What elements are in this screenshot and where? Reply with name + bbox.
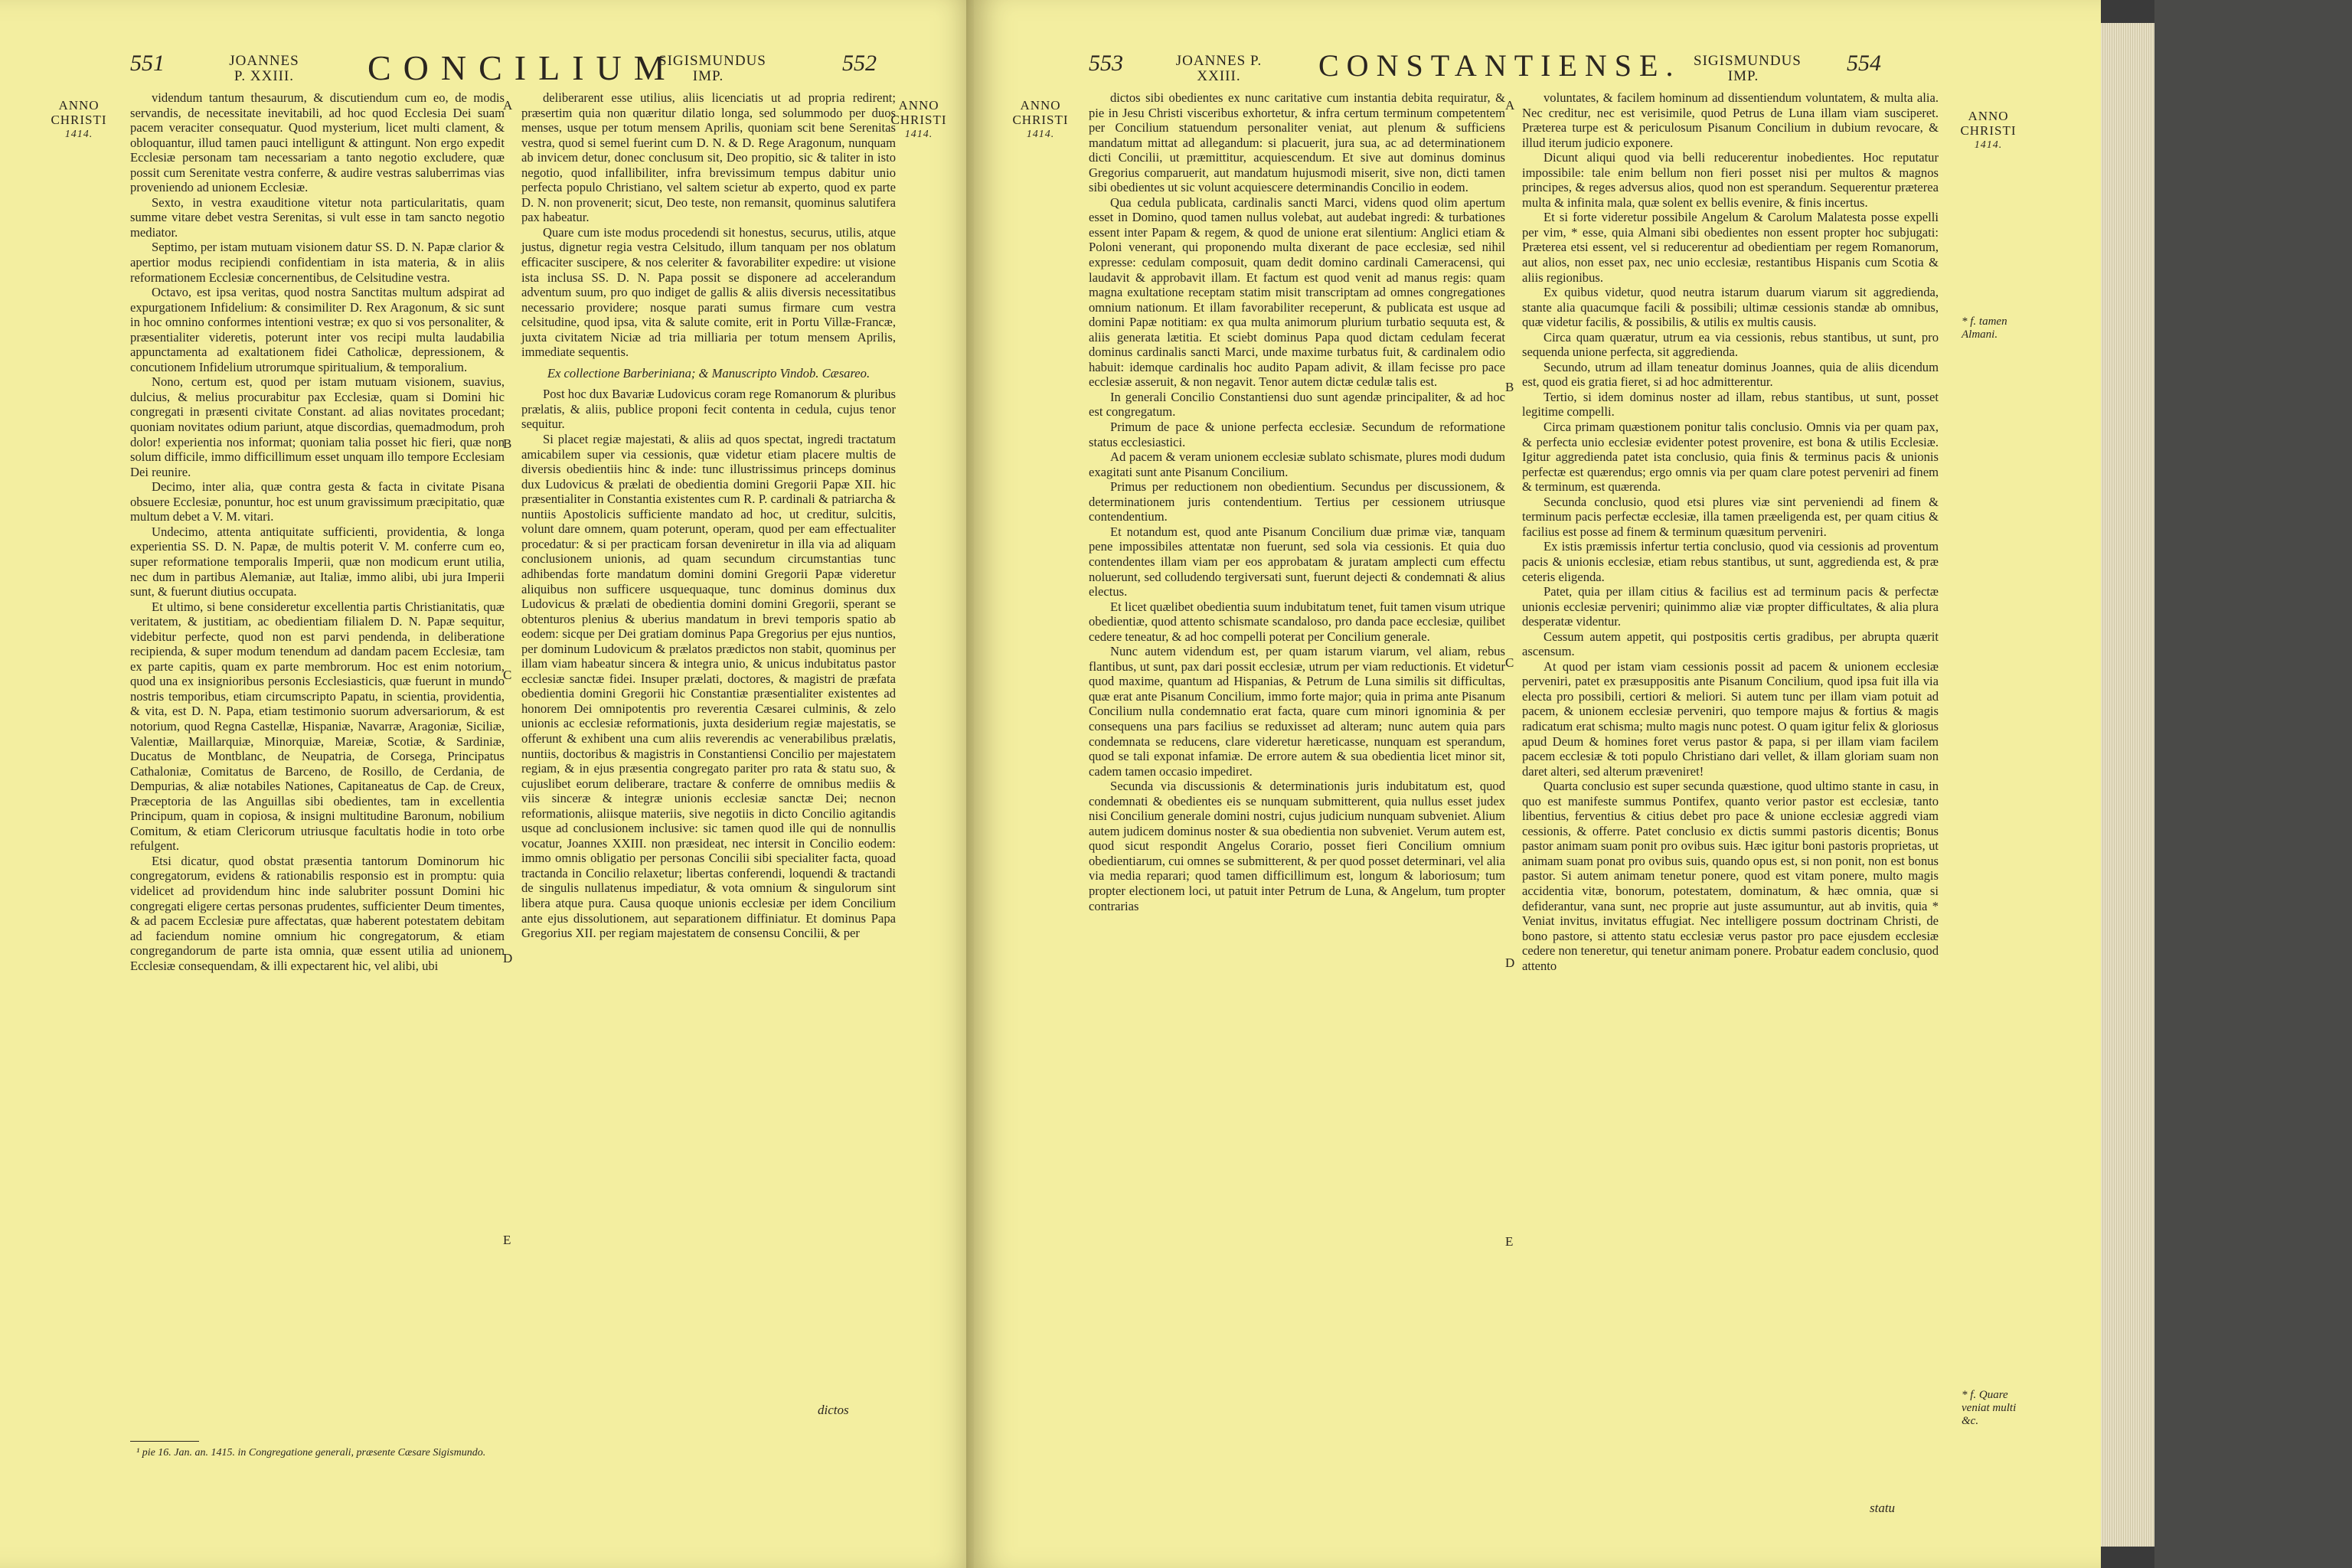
- catchword: statu: [1870, 1501, 1896, 1515]
- margin-year-right: [1954, 109, 2023, 152]
- paragraph: At quod per istam viam cessionis possit ad pacem & unionem ecclesiæ perveniri, patet ex præsuppositis ante Pisanum Concilium, quod ipsa fuit illa via electa pro possibili, certiori & meliori. Si autem tunc per illam viam potuit ad pacem, & unionem ecclesiæ perveniri, quo tempore majus & fortius & magis radicatum erat schisma; multo magis nunc potest. O quam igitur felix & gloriosus apud Deum & homines foret verus pastor & papa, si per illam viam facilem pacem ecclesiæ & toti populo Christiano dari vellet, & illam gloriam suam non daret alteri, sed alterum præveniret!: [1522, 658, 1939, 779]
- margin-year: 1414.: [64, 129, 93, 140]
- paragraph: Ex quibus videtur, quod neutra istarum duarum viarum sit aggredienda, stante alia quacumque facili & possibili; ultimæ cessionis standæ ab omnibus, quæ videtur facilis, & possibilis, & utilis ex multis causis.: [1522, 285, 1939, 330]
- section-letter: A: [503, 98, 513, 113]
- paragraph: Secunda conclusio, quod etsi plures viæ sint perveniendi ad finem & terminum pacis perfectæ ecclesiæ, illa tamen præeligenda est, per quam citius & facilius est posse ad finem & terminum quæsitum perveniri.: [1522, 494, 1939, 539]
- page-number-554: 554: [1847, 51, 1881, 76]
- paragraph: Undecimo, attenta antiquitate sufficienti, providentia, & longa experientia SS. D. N. Papæ, de multis poterit V. M. conferre cum eo, super reformatione temporalis Imperii, quæ non modicum erunt utilia, nec dum in partibus Alemaniæ, aut Italiæ, immo alibi, ubi jura Imperii sunt, & fuerunt diutius occupata.: [130, 524, 505, 599]
- margin-christi: CHRISTI: [890, 113, 947, 127]
- section-letter: E: [503, 1233, 511, 1247]
- header-pope: JOANNES P. XXIII.: [1175, 53, 1263, 84]
- paragraph: Ad pacem & veram unionem ecclesiæ sublato schismate, plures modi dudum exagitati sunt ante Pisanum Concilium.: [1089, 449, 1505, 479]
- section-letter: E: [1505, 1234, 1514, 1249]
- paragraph: dictos sibi obedientes ex nunc caritative cum instantia debita requiratur, & pie in Jesu Christi visceribus exhortetur, & infra certum terminum competentem per Concilium statuendum personaliter veniat, aut plenum & sufficiens mandatum mittat ad allegandum: si placuerit, jura sua, ac ad determinationem dicti Concilii, ut præmittitur, acquiescendum. Et sive aut dominus dominus Gregorius comparuerit, aut mandatum hujusmodi miserit, sive non, dicti tamen sibi obedientes ut sic volunt acquiescere determinandis Concilio in eodem.: [1089, 90, 1505, 195]
- page-number-553: 553: [1089, 51, 1123, 76]
- right-page: [974, 0, 2101, 1568]
- margin-year: 1414.: [1026, 129, 1055, 140]
- paragraph: Octavo, est ipsa veritas, quod nostra Sanctitas multum adspirat ad expurgationem Infidelium: & consimiliter D. Rex Aragonum, & sic sunt in hoc omnino conformes intentioni vestræ; ex quo si vos personaliter, & præsentialiter videretis, poterunt inter vos recipi multa laudabilia appunctamenta ad exaltationem fidei Catholicæ, depressionem, & concutionem Infidelium utrorumque spiritualium, & temporalium.: [130, 285, 505, 374]
- margin-year: 1414.: [1974, 139, 2003, 151]
- section-letter: D: [1505, 956, 1515, 970]
- margin-gloss: * f. Quare veniat multi &c.: [1962, 1389, 2017, 1427]
- paragraph: Quarta conclusio est super secunda quæstione, quod ultimo stante in casu, in quo est manifeste summus Pontifex, quanto verior pastor est ecclesiæ, tanto libentius, ferventius & citius debet pro pace & unione ecclesiæ aggredi viam cessionis, & offerre. Patet conclusio ex dictis summi pastoris dicentis; Bonus pastor animam suam ponit pro ovibus suis. Hæc igitur boni pastoris proprietas, ut animam suam ponat pro ovibus suis, quando opus est, si non ponit, non est bonus pastor. Si autem animam tenetur ponere, quod est vitam ponere, multo magis accidentia vitæ, bonorum, potestatem, dominatum, & hæc omnia, quæ si defiderantur, vana sunt, nec proprie aut juste assumuntur, aut ab invitis, quia * Veniat invitus, invitatus effugiat. Nec intelligere possum doctrinam Christi, de bono pastore, si attento statu ecclesiæ verus pastor pro pace ejusdem ecclesiæ cedere non teneretur, qui tenetur animam ponere. Probatur eadem conclusio, quod attento: [1522, 779, 1939, 973]
- header-title-constantiense: CONSTANTIENSE.: [1318, 48, 1681, 83]
- paragraph: Et ultimo, si bene consideretur excellentia partis Christianitatis, quæ veritatem, & justitiam, ac obedientiam filialem D. N. Papæ sequitur, videbitur perfecte, quod non est parvi pendenda, in deliberatione recipienda, & super modum tenendum ad dandam pacem Ecclesiæ, tam ex parte capitis, quam ex parte membrorum. Hoc est enim notorium, quod una ex insignioribus personis Ecclesiasticis, quæ fuerunt in mundo nostris temporibus, etiam circumscripto Papatu, in scientia, providentia, & vita, est D. N. Papa, etiam testimonio suorum adversariorum, & est notorium, quod Regna Castellæ, Hispaniæ, Navarræ, Aragoniæ, Siciliæ, Valentiæ, Maillarquiæ, Minorquiæ, Mareiæ, Scotiæ, & Sardiniæ, Ducatus de Montblanc, de Neupatria, de Corsega, Principatus Cathaloniæ, Comitatus de Barceno, de Rosillo, de Cerdania, de Dempurias, & aliæ notabiles Nationes, Capitaneatus de Cap. de Creux, Præceptoria de las Anguillas sibi obedientes, tam in excellentia Principum, quam in copiosa, & insigni multitudine Baronum, nobilium Comitum, & etiam Clericorum utriusque facultatis hodie in toto orbe refulgent.: [130, 599, 505, 854]
- paragraph: Sexto, in vestra exauditione vitetur nota particularitatis, quam summe vitare debet vestra Serenitas, si vult esse in tam sancto negotio mediator.: [130, 194, 505, 240]
- paragraph: Decimo, inter alia, quæ contra gesta & facta in civitate Pisana obsuere Ecclesiæ, ponuntur, hoc est unum gravissimum præcipitatio, quæ multum debet a V. M. vitari.: [130, 479, 505, 524]
- section-letter: B: [1505, 380, 1514, 394]
- section-letter: B: [503, 436, 512, 451]
- footnote: ¹ pie 16. Jan. an. 1415. in Congregatione generali, præsente Cæsare Sigismundo.: [136, 1447, 486, 1459]
- paragraph: Circa primam quæstionem ponitur talis conclusio. Omnis via per quam pax, & perfecta unio ecclesiæ evidenter potest provenire, est bona & utilis Ecclesiæ. Igitur aggredienda patet ista conclusio, quia finis & terminus pacis & unionis perfectæ est quærendus; ergo omnis via per quam clare potest perveniri ad finem & terminum, est quærenda.: [1522, 420, 1939, 495]
- catchword: dictos: [818, 1403, 849, 1417]
- margin-anno: ANNO: [1968, 109, 2009, 123]
- source-citation: Ex collectione Barberiniana; & Manuscripto Vindob. Cæsareo.: [547, 365, 871, 381]
- section-letter: C: [1505, 655, 1514, 670]
- paragraph: Cessum autem appetit, qui postpositis certis gradibus, per abrupta quærit ascensum.: [1522, 629, 1939, 659]
- paragraph: Nunc autem videndum est, per quam istarum viarum, vel aliam, rebus flantibus, ut sunt, pax dari possit ecclesiæ, utrum per viam reductionis. Et videtur quod maxime, quantum ad Hispanias, & Petrum de Luna similis sit difficultas, quæ erat ante Pisanum Concilium, immo forte major; quia in prima ante Pisanum Concilium nulla condemnatio erat facta, quare cum minori ignominia & per consequens una pars facilius se reduxisset ad alteram; nunc autem quia pars condemnata se reducens, clare videretur hæreticasse, nunquam est sperandum, quod se tali exponat infamiæ. De errore autem & sua obedientia licet minor sit, cadem tamen occasio impediret.: [1089, 644, 1505, 779]
- paragraph: Et licet quælibet obedientia suum indubitatum tenet, fuit tamen visum utrique obedientiæ, quod attento schismate scandaloso, pro danda pace ecclesiæ, quilibet cedere teneatur, & ad hoc compelli poterat per Concilium generale.: [1089, 599, 1505, 644]
- footnote-rule: [130, 1441, 199, 1442]
- right-page-column-2: [1522, 90, 1939, 973]
- paragraph: Secunda via discussionis & determinationis juris indubitatum est, quod condemnati & obedientes eis se nunquam submitterent, quia nullus esset judex nisi Concilium generale domini nostri, cujus judicium nunquam subveniet. Alium autem judicem dominus noster & sua obedientia non subveniet. Verum autem est, quod sicut respondit Angelus Corario, posset fieri Concilium omnium obedientiarum, cui omnes se submitterent, & per quod posset determinari, vel alia via media reparari; quod tamen difficillimum est, longum & laboriosum; tum propter electionem loci, ut patuit inter Petrum de Luna, & Angelum, tum propter contrarias: [1089, 779, 1505, 913]
- margin-year: 1414.: [904, 129, 933, 140]
- section-letter: D: [503, 951, 513, 965]
- header-emperor: SIGISMUNDUS IMP.: [658, 53, 766, 84]
- paragraph: voluntates, & facilem hominum ad dissentiendum voluntatem, & multa alia. Nec creditur, nec est verisimile, quod Petrus de Luna illam viam susciperet. Præterea turpe est & periculosum Pisanum Concilium in dubium revocare, & illud iterum judicio exponere.: [1522, 90, 1939, 150]
- paragraph: Nono, certum est, quod per istam mutuam visionem, suavius, dulcius, & melius procurabitur pax Ecclesiæ, quam si Domini hic congregati in præsenti civitate Constant. ad alias novitates procedant; quoniam novitates odium pariunt, atque discordias, quemadmodum, proh dolor! experientia nos informat; quoniam talia posset hic fieri, quæ non solum difficile, immo difficillimum esset unquam illo tempore Ecclesiam Dei reunire.: [130, 374, 505, 479]
- paragraph: Et si forte videretur possibile Angelum & Carolum Malatesta posse expelli per vim, * esse, quia Almani sibi obedientes non essent propter hoc subjugati: Præterea etsi essent, vel si reducerentur ad obedientiam per regem Romanorum, aut alios, non esset pax, nec unio ecclesiæ, restantibus Hispanis cum Scotia & aliis regionibus.: [1522, 210, 1939, 285]
- right-page-columns: [1089, 90, 1939, 973]
- header-emperor: SIGISMUNDUS IMP.: [1694, 53, 1802, 84]
- header-pope: JOANNES P. XXIII.: [229, 53, 299, 84]
- paragraph: Septimo, per istam mutuam visionem datur SS. D. N. Papæ clarior & apertior modus recipiendi confidentiam in ista materia, & in aliis reformationem Ecclesiæ concernentibus, de Celsitudine vestra.: [130, 240, 505, 285]
- paragraph: Post hoc dux Bavariæ Ludovicus coram rege Romanorum & pluribus prælatis, & aliis, publice proponi fecit contenta in cedula, cujus tenor sequitur.: [521, 387, 896, 432]
- paragraph: Et notandum est, quod ante Pisanum Concilium duæ primæ viæ, tanquam pene impossibiles attentatæ non fuerunt, sed sola via cessionis. Et quia duo contendentes illam viam per eos approbatam & juratam amplecti cum effectu noluerunt, sed colludendo tergiversati sunt, fuerunt dejecti & condemnati & alius electus.: [1089, 524, 1505, 599]
- left-page-column-2: [521, 90, 896, 973]
- margin-anno: ANNO: [1020, 98, 1061, 113]
- page-number-551: 551: [130, 51, 165, 76]
- paragraph: Qua cedula publicata, cardinalis sancti Marci, videns quod olim apertum esset in Domino, quod tamen nullus volebat, aut audebat ingredi: & turbationes essent inter Papam & regem, & quod de unione erat silentium: Anglici etiam & Poloni venerant, qui proponendo multa dixerant de pace ecclesiæ, sed nihil expresse: cedulam composuit, quam dedit domino cardinali Cameracensi, qui laudavit & approbavit illam. Et factum est quod venit ad manus regis: quam magna exultatione receptam statim misit transcriptam ad omnes congregationes omnium nationum. Et illam favorabiliter receperunt, & publicata est usque ad domini Papæ notitiam: ex qua multa animorum plurium turbatio sequuta est, & aliis generata lætitia. Et sciebt dominus Papa quod dictam cedulam fecerat dominus cardinalis sancti Marci, unde maxime turbatus fuit, & cardinalem odio habuit: idemque cardinalis hoc audito Papam adivit, & illam fecisse pro pace ecclesiæ asseruit, & non negavit. Tenor autem dictæ cedulæ talis est.: [1089, 194, 1505, 390]
- paragraph: Ex istis præmissis infertur tertia conclusio, quod via cessionis ad proventum pacis & unionis ecclesiæ, etiam rebus stantibus, ut sunt, aggredienda est, & præ ceteris eligenda.: [1522, 539, 1939, 584]
- paragraph: Dicunt aliqui quod via belli reducerentur inobedientes. Hoc reputatur impossibile: tale enim bellum non fieri posset nisi per multos & magnos principes, & reges adversus alios, quod non est sperandum. Sequerentur præterea multa & infinita mala, quæ solent ex bellis evenire, & finis incertus.: [1522, 150, 1939, 210]
- margin-christi: CHRISTI: [51, 113, 107, 127]
- margin-year-left: [44, 98, 113, 142]
- paragraph: Si placet regiæ majestati, & aliis ad quos spectat, ingredi tractatum amicabilem super via cessionis, quæ videtur etiam placere multis de diversis obedientiis hinc & inde: tunc illustrissimus princeps dominus dux Ludovicus & prælati de obedientia domini Gregorii Papæ XII. hic præsentialiter in Constantia existentes cum R. P. cardinali & patriarcha & nuntiis Apostolicis sufficiente mandato ad hoc, ut creditur, sulcitis, volunt dare omnem, quam poterunt, operam, quod per eam effectualiter procedatur: & si per practicam forsan deveniretur in illa via ad aliquam conclusionem unionis, ad quam secundum circumstantias tunc adhibendas forte mandatum domini domini Gregorii Papæ videretur aliquibus non sufficere usquequaque, tunc dominus dominus dux Ludovicus & prælati de obedientia domini domini Gregorii, sperant se obtenturos plenius & uberius mandatum in brevi temporis spatio ab eodem: sicque per Dei gratiam dominus Papa Gregorius per ejus nuntios, per dominum Ludovicum & prælatos prædictos non stabit, quominus per illam viam habeatur sincera & integra unio, & unicus indubitatus pastor ecclesiæ sanctæ fidei. Insuper prælati, doctores, & magistri de præfata obedientia domini Gregorii hic Constantiæ præsentialiter existentes ad honorem Dei omnipotentis pro reverentia Cæsarei culminis, & zelo unionis ac ecclesiæ reformationis, juxta desiderium regiæ majestatis, se offerunt & exhibent una cum aliis reverendis ac venerabilibus prælatis, nuntiis, doctoribus & magistris in Constantiensi Concilio per majestatem regiam, & in ejus præsentia congregato pariter pro rata & statu suo, & cujuslibet eorum deliberare, tractare & conferre de omnibus mediis & viis sinceræ & integræ unionis ecclesiæ sanctæ Dei; necnon reformationis, aliisque materiis, sive negotiis in dicto Concilio agitandis usque ad conclusionem inclusive: sic tamen quod ille qui de nonnullis vocatur, Joannes XXIII. non præsideat, nec intersit in Concilio eodem: immo omnis obligatio per personas Concilii sibi specialiter facta, quoad tractanda in Concilio relaxetur; libertas conferendi, loquendi & tractandi de singulis nullatenus impediatur, & vota omnium & singulorum sint libera atque pura. Causa quoque unionis ecclesiæ per idem Concilium ante ejus dissolutionem, aut separationem diffiniatur. Et dominus Papa Gregorius XII. per regiam majestatem de consensu Concilii, & per: [521, 432, 896, 941]
- paragraph: Etsi dicatur, quod obstat præsentia tantorum Dominorum hic congregatorum, evidens & rationabilis responsio est in promptu: quia videlicet ad providendum hinc inde salubriter possunt Domini hic congregati eligere certas personas prudentes, sufficienter Deum timentes, & ad pacem Ecclesiæ pure affectatas, quæ haberent potestatem debitam ad faciendum nomine omnium hic congregatorum, & etiam congregandorum de parte ista omnia, quæ essent utilia ad unionem Ecclesiæ consequendam, & illi expectarent hic, vel alibi, ubi: [130, 853, 505, 973]
- section-letter: A: [1505, 98, 1515, 113]
- paragraph: Patet, quia per illam citius & facilius est ad terminum pacis & perfectæ unionis ecclesiæ perveniri; quinimmo aliæ viæ propter difficultates, & alia plura desperatæ videntur.: [1522, 584, 1939, 629]
- right-page-column-1: [1089, 90, 1505, 973]
- paragraph: Secundo, utrum ad illam teneatur dominus Joannes, quia de aliis dicendum est, quod eis gratia fieret, si ad hoc admitterentur.: [1522, 359, 1939, 390]
- margin-christi: CHRISTI: [1012, 113, 1069, 127]
- paragraph: Primus per reductionem non obedientium. Secundus per discussionem, & determinationem juris contendentium. Tertius per cessionem utriusque contendentium.: [1089, 479, 1505, 524]
- margin-anno: ANNO: [898, 98, 939, 113]
- paragraph: deliberarent esse utilius, aliis licenciatis ut ad propria redirent; præsertim quia non quæritur dilatio longa, sed solummodo per duos menses, usque per totum mensem Aprilis, quoniam scit bene Serenitas vestra, quod si semel fuerint cum D. N. & D. Rege Aragonum, nunquam ab invicem detur, donec conclusum sit, Deo propitio, sic & taliter in isto negotio, quod infallibiliter, infra brevissimum tempus dabitur unio perfecta populo Christiano, vel saltem scietur ab experto, quod ex parte D. N. non provenerit; sicut, Deo teste, non remansit, quominus salutifera pax habeatur.: [521, 90, 896, 225]
- left-page-column-1: [130, 90, 505, 973]
- margin-year-left: [1006, 98, 1075, 142]
- left-page-columns: [130, 90, 896, 973]
- paragraph: Primum de pace & unione perfecta ecclesiæ. Secundum de reformatione status ecclesiastici.: [1089, 420, 1505, 449]
- header-title-concilium: CONCILIUM: [368, 48, 678, 87]
- paragraph: Circa quam quæratur, utrum ea via cessionis, rebus stantibus, ut sunt, pro sequenda unione perfecta, sit aggredienda.: [1522, 329, 1939, 360]
- section-letter: C: [503, 668, 512, 682]
- page-edges: [2101, 23, 2158, 1547]
- paragraph: In generali Concilio Constantiensi duo sunt agendæ principaliter, & ad hoc est congregatum.: [1089, 389, 1505, 420]
- paragraph: Quare cum iste modus procedendi sit honestus, securus, utilis, atque justus, dignetur regia vestra Celsitudo, illum tanquam per nos oblatum efficaciter suscipere, & nos celeriter & favorabiliter expedire: ut visione ista inclusa SS. D. N. Papa possit se disponere ad accelerandum adventum suum, pro quo indiget de gallis & aliis diversis necessitatibus necessario providere; nosque parati sumus firmare cum vestra celsitudine, quod ipsa, vita & salute comite, erit in Portu Villæ-Francæ, juxta civitatem Niciæ ad tria milliaria per totum mensem Aprilis, immediate sequentis.: [521, 224, 896, 360]
- left-page: [0, 0, 974, 1568]
- margin-gloss: * f. tamen Almani.: [1962, 315, 2007, 341]
- paragraph: videndum tantum thesaurum, & discutiendum cum eo, de modis servandis, de necessitate inevitabili, ad hoc quod Ecclesia Dei suam pacem veraciter consequatur. Quod mysterium, licet multi clament, & obloquantur, illud tamen pauci intelligunt & attingunt. Non ergo expedit Ecclesiæ personam tam necessariam a tanto negotio excludere, quæ possit cum Serenitate vestra conferre, & audire vestras saluberrimas vias proveniendo ad unionem Ecclesiæ.: [130, 90, 505, 195]
- margin-christi: CHRISTI: [1960, 123, 2017, 138]
- book-cover-background: [2154, 0, 2352, 1568]
- paragraph: Tertio, si idem dominus noster ad illam, rebus stantibus, ut sunt, posset legitime compelli.: [1522, 389, 1939, 420]
- page-number-552: 552: [842, 51, 877, 76]
- margin-anno: ANNO: [58, 98, 100, 113]
